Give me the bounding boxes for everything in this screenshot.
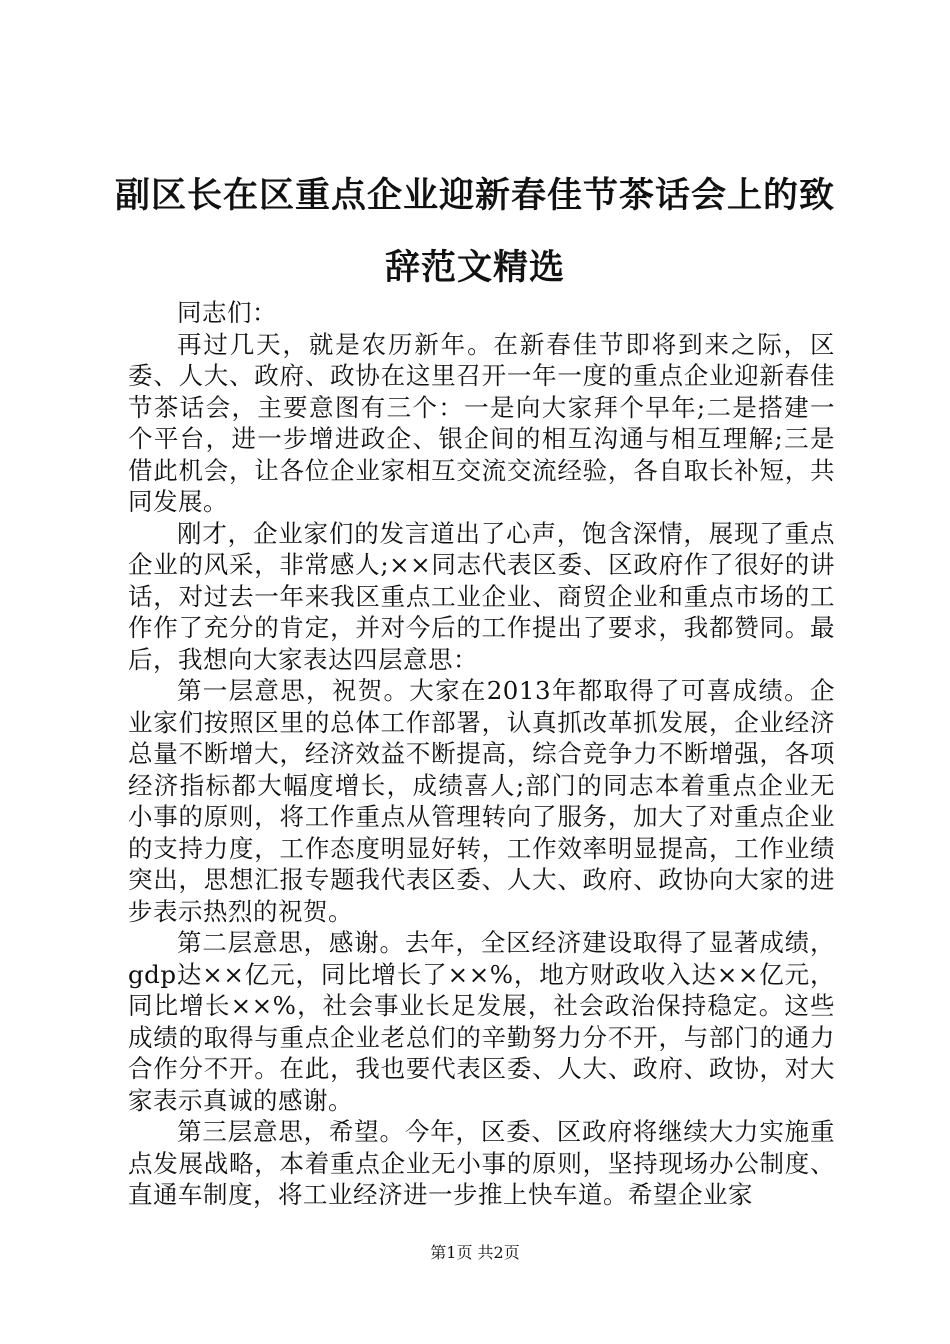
page-footer: 第1页 共2页 bbox=[430, 1243, 520, 1262]
salutation: 同志们： bbox=[177, 298, 277, 327]
paragraph-hopes: 第三层意思，希望。今年，区委、区政府将继续大力实施重点发展战略，本着重点企业无小事的原则，坚持现场办公制度、直通车制度，将工业经济进一步推上快车道。希望企业家 bbox=[128, 1117, 835, 1209]
paragraph-congratulations: 第一层意思，祝贺。大家在2013年都取得了可喜成绩。企业家们按照区里的总体工作部署，认真抓改革抓发展，企业经济总量不断增大，经济效益不断提高，综合竞争力不断增强，各项经济指标都大幅度增长，成绩喜人;部门的同志本着重点企业无小事的原则，将工作重点从管理转向了服务，加大了对重点企业的支持力度，工作态度明显好转，工作效率明显提高，工作业绩突出，思想汇报专题我代表区委、人大、政府、政协向大家的进步表示热烈的祝贺。 bbox=[128, 676, 835, 926]
document-title: 副区长在区重点企业迎新春佳节茶话会上的致辞范文精选 bbox=[114, 176, 835, 288]
paragraph-response: 刚才，企业家们的发言道出了心声，饱含深情，展现了重点企业的风采，非常感人;××同志代表区委、区政府作了很好的讲话，对过去一年来我区重点工业企业、商贸企业和重点市场的工作作了充分的肯定，并对今后的工作提出了要求，我都赞同。最后，我想向大家表达四层意思： bbox=[128, 518, 835, 674]
paragraph-intro: 再过几天，就是农历新年。在新春佳节即将到来之际，区委、人大、政府、政协在这里召开一年一度的重点企业迎新春佳节茶话会，主要意图有三个：一是向大家拜个早年;二是搭建一个平台，进一步增进政企、银企间的相互沟通与相互理解;三是借此机会，让各位企业家相互交流交流经验，各自取长补短，共同发展。 bbox=[128, 329, 835, 516]
document-body bbox=[128, 297, 835, 1211]
paragraph-thanks: 第二层意思，感谢。去年，全区经济建设取得了显著成绩，gdp达××亿元，同比增长了××%，地方财政收入达××亿元，同比增长××%，社会事业长足发展，社会政治保持稳定。这些成绩的取得与重点企业老总们的辛勤努力分不开，与部门的通力合作分不开。在此，我也要代表区委、人大、政府、政协，对大家表示真诚的感谢。 bbox=[128, 928, 835, 1115]
